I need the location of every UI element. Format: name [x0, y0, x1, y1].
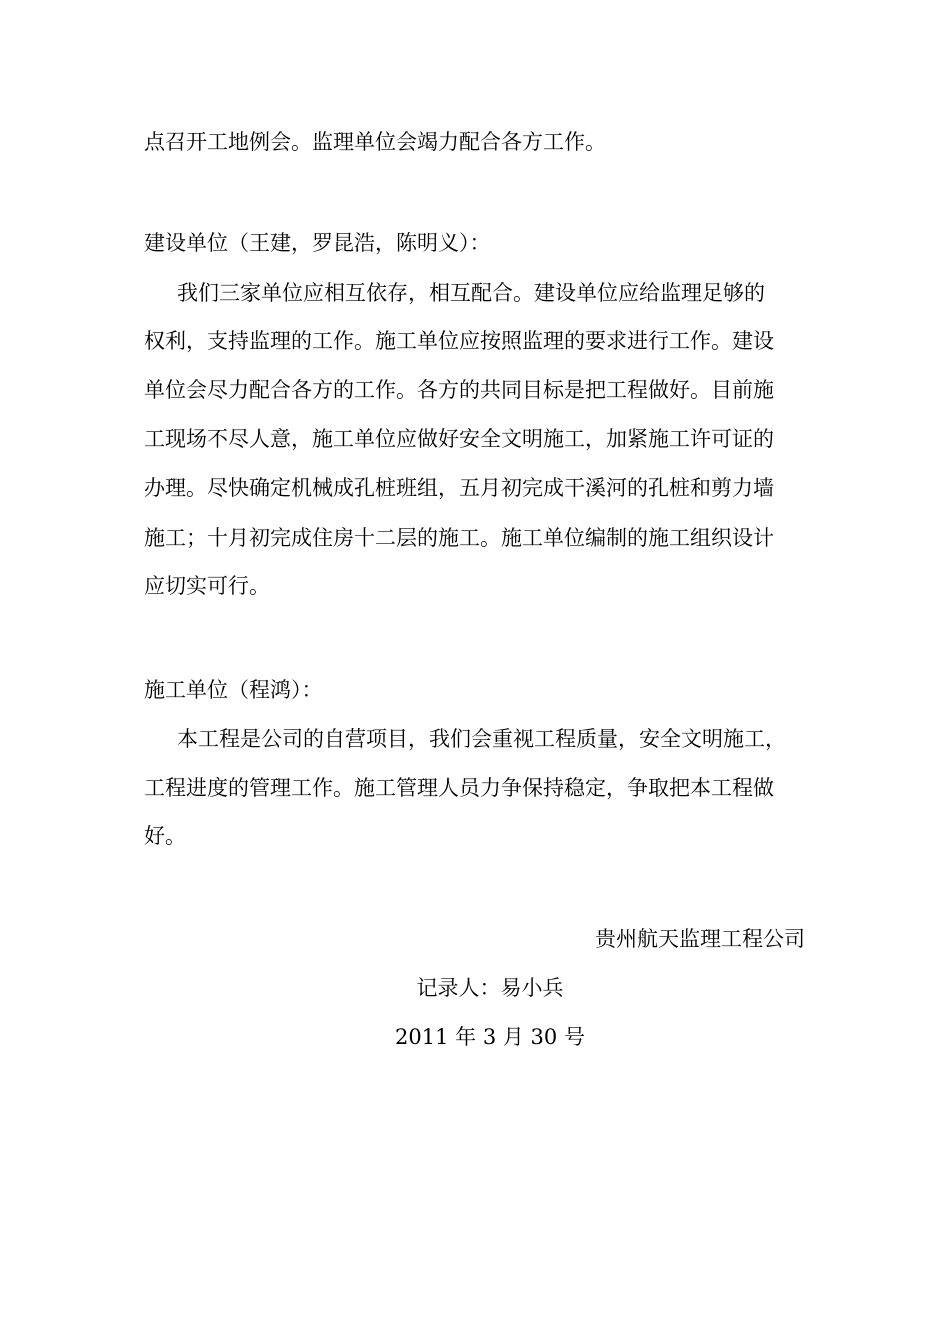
construction-owner-line: 施工；十月初完成住房十二层的施工。施工单位编制的施工组织设计 [144, 526, 774, 550]
construction-owner-line: 工现场不尽人意，施工单位应做好安全文明施工，加紧施工许可证的 [144, 427, 774, 451]
construction-owner-line: 应切实可行。 [144, 574, 270, 598]
contractor-line: 好。 [144, 824, 186, 848]
contractor-line: 工程进度的管理工作。施工管理人员力争保持稳定，争取把本工程做 [144, 776, 774, 800]
document-date: 2011 年 3 月 30 号 [395, 1025, 585, 1049]
construction-owner-heading: 建设单位（王建，罗昆浩，陈明义）： [144, 231, 491, 255]
construction-owner-line: 办理。尽快确定机械成孔桩班组，五月初完成干溪河的孔桩和剪力墙 [144, 476, 774, 500]
contractor-line: 本工程是公司的自营项目，我们会重视工程质量，安全文明施工， [177, 727, 786, 751]
recorder-line: 记录人：易小兵 [416, 976, 564, 1000]
contractor-heading: 施工单位（程鸿）： [144, 678, 323, 702]
intro-paragraph: 点召开工地例会。监理单位会竭力配合各方工作。 [144, 130, 606, 154]
company-signature: 贵州航天监理工程公司 [595, 927, 805, 951]
construction-owner-line: 单位会尽力配合各方的工作。各方的共同目标是把工程做好。目前施 [144, 378, 774, 402]
construction-owner-line: 我们三家单位应相互依存，相互配合。建设单位应给监理足够的 [177, 281, 765, 305]
construction-owner-line: 权利，支持监理的工作。施工单位应按照监理的要求进行工作。建设 [144, 329, 774, 353]
